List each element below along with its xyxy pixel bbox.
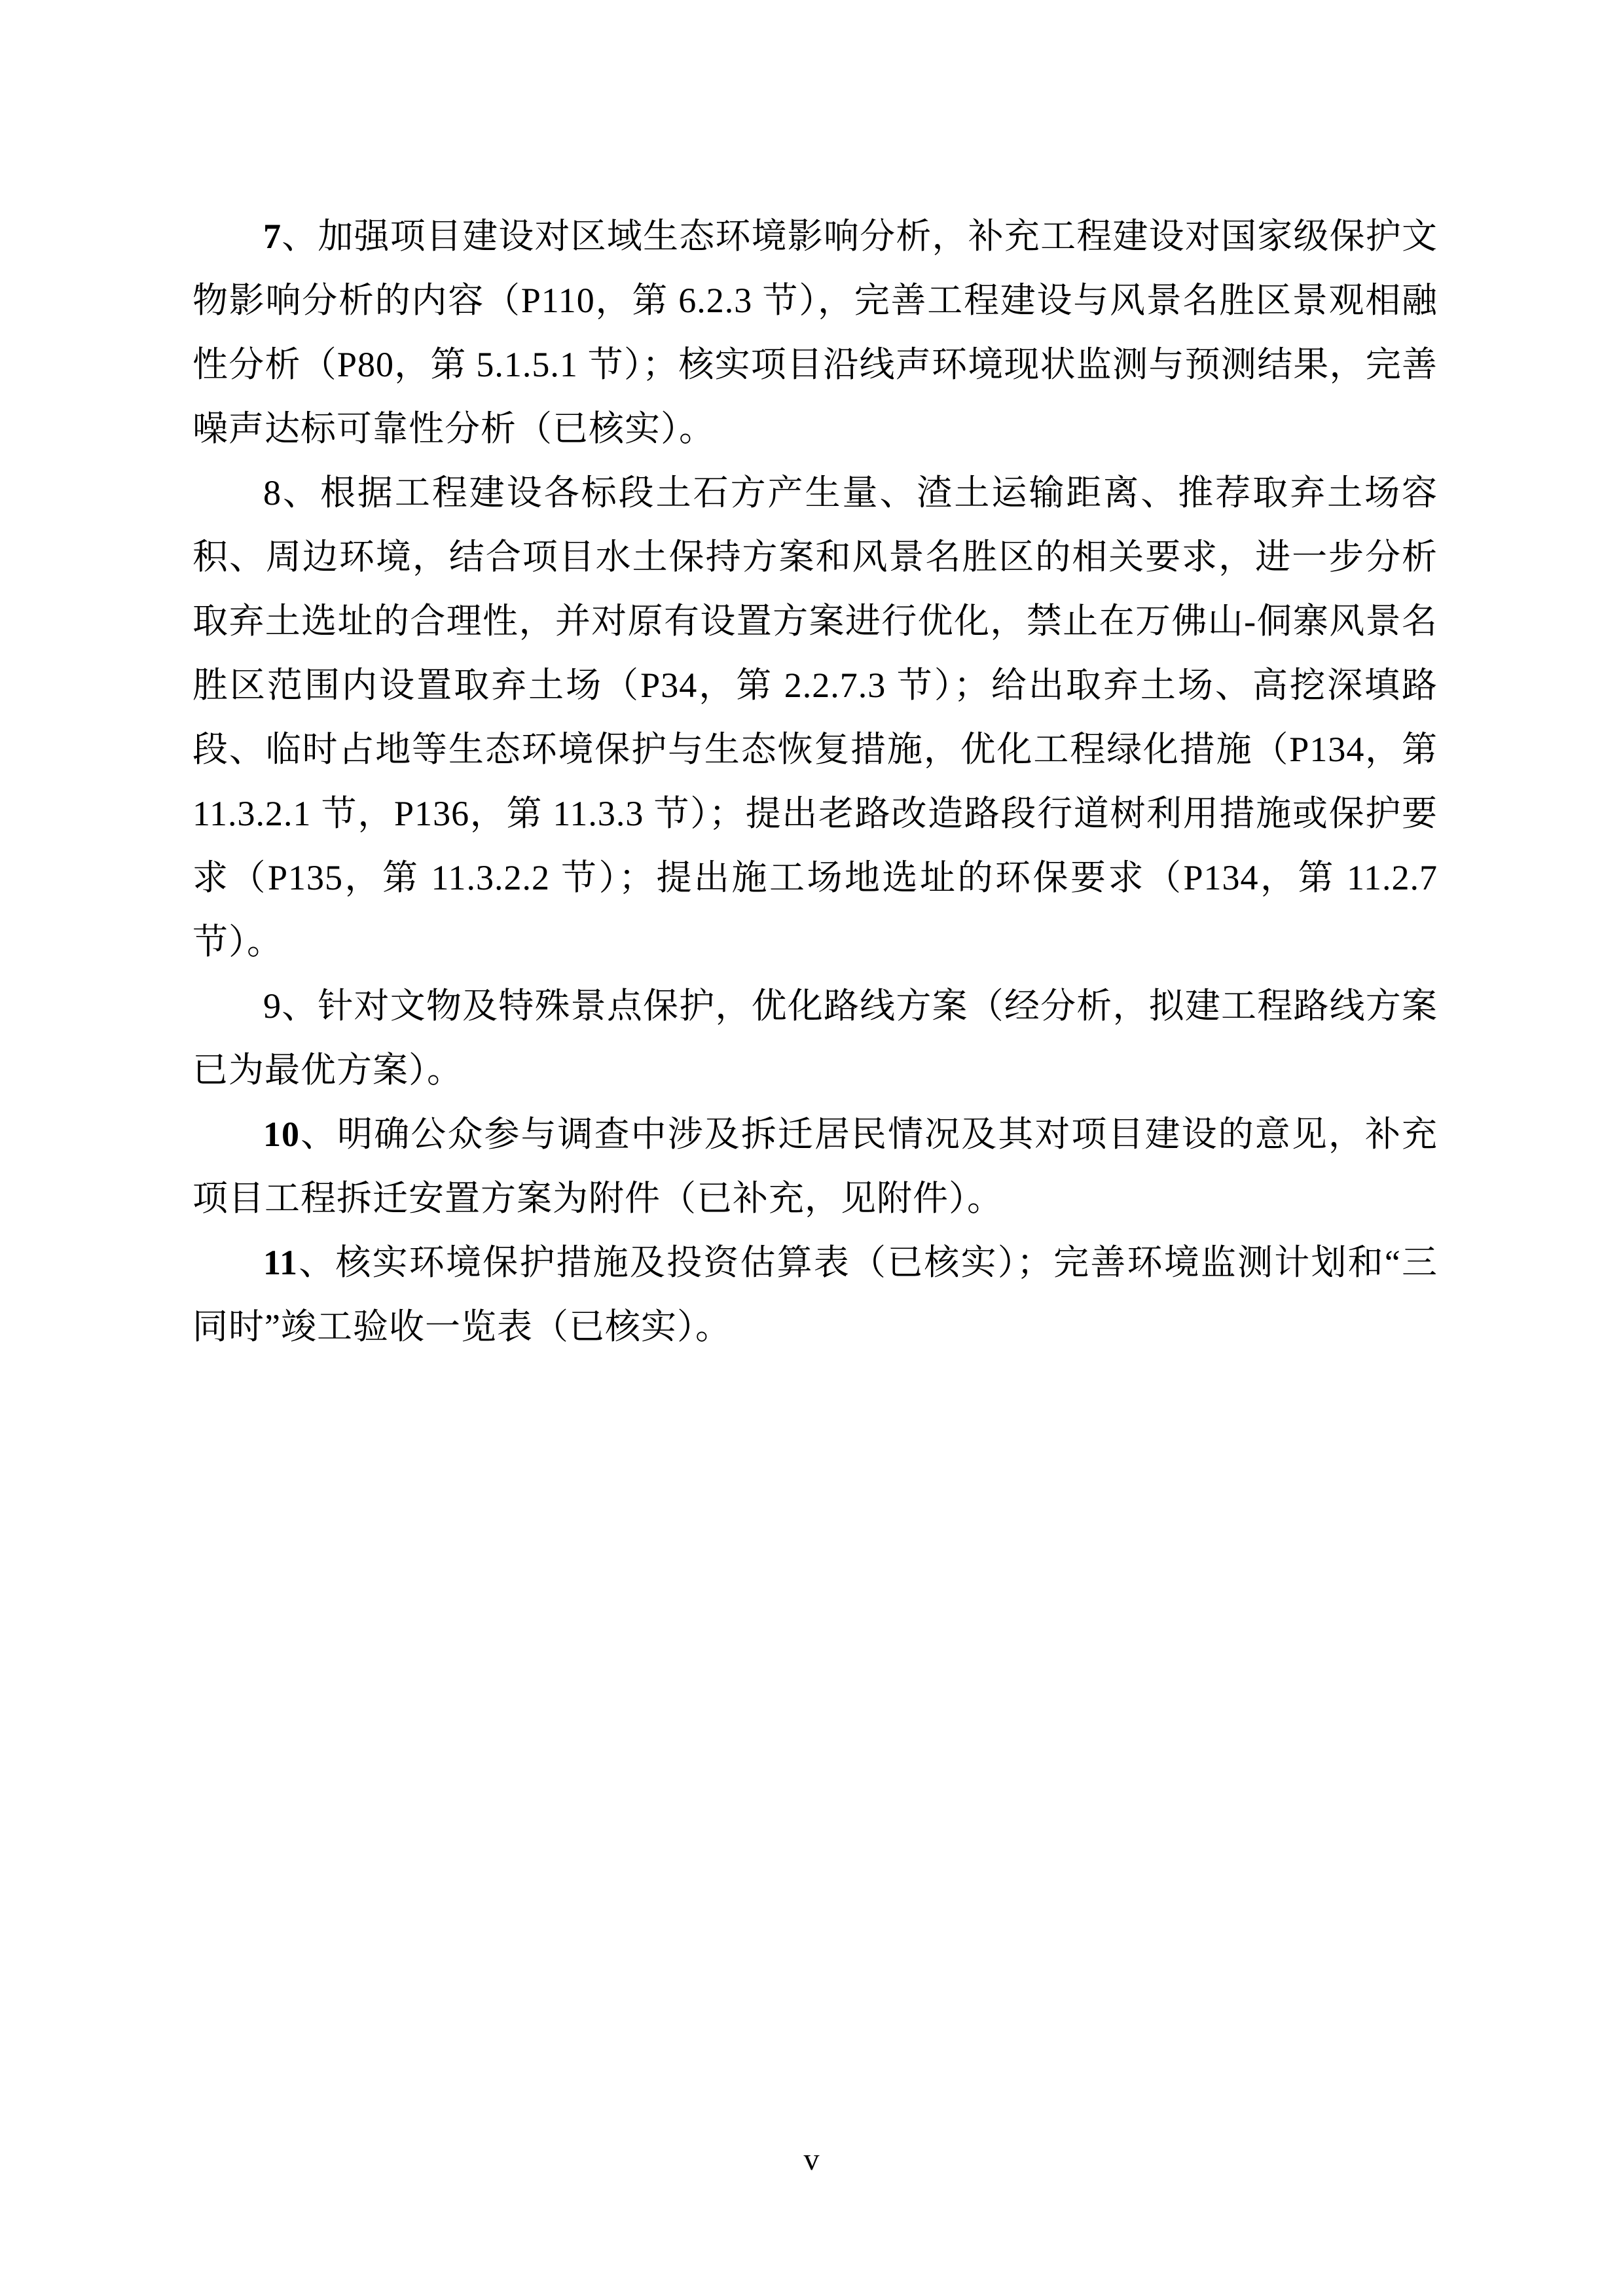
paragraph-10-number: 10 [263, 1115, 300, 1154]
paragraph-9-text: 针对文物及特殊景点保护，优化路线方案（经分析，拟建工程路线方案已为最优方案）。 [192, 986, 1438, 1090]
paragraph-9-separator: 、 [282, 986, 318, 1026]
paragraph-11-number: 11 [263, 1243, 299, 1282]
paragraph-8-number: 8 [263, 473, 282, 512]
paragraph-10-separator: 、 [300, 1115, 338, 1154]
page-number: v [803, 2142, 820, 2177]
paragraph-11-text: 核实环境保护措施及投资估算表（已核实）；完善环境监测计划和“三同时”竣工验收一览表（已核实）。 [192, 1243, 1438, 1346]
paragraph-10 [192, 1102, 1438, 1230]
paragraph-8-separator: 、 [282, 473, 320, 512]
paragraph-11 [192, 1230, 1438, 1359]
document-body [192, 204, 1438, 1359]
paragraph-8-text: 根据工程建设各标段土石方产生量、渣土运输距离、推荐取弃土场容积、周边环境，结合项目水土保持方案和风景名胜区的相关要求，进一步分析取弃土选址的合理性，并对原有设置方案进行优化，禁止在万佛山-侗寨风景名胜区范围内设置取弃土场（P34，第 2.2.7.3 节）；给出取弃土场、高挖深填路段、临时占地等生态环境保护与生态恢复措施，优化工程绿化措施（P134，第 11.3.2.1 节，P136，第 11.3.3 节）；提出老路改造路段行道树利用措施或保护要求（P135，第 11.3.2.2 节）；提出施工场地选址的环保要求（P134，第 11.2.7 节）。 [192, 473, 1438, 961]
paragraph-11-separator: 、 [298, 1243, 336, 1282]
paragraph-7-text: 加强项目建设对区域生态环境影响分析，补充工程建设对国家级保护文物影响分析的内容（P110，第 6.2.3 节），完善工程建设与风景名胜区景观相融性分析（P80，第 5.1.5.1 节）；核实项目沿线声环境现状监测与预测结果，完善噪声达标可靠性分析（已核实）。 [192, 217, 1438, 448]
paragraph-7-separator: 、 [282, 217, 318, 256]
paragraph-8 [192, 461, 1438, 974]
paragraph-9 [192, 974, 1438, 1102]
paragraph-9-number: 9 [263, 986, 282, 1026]
paragraph-10-text: 明确公众参与调查中涉及拆迁居民情况及其对项目建设的意见，补充项目工程拆迁安置方案为附件（已补充，见附件）。 [192, 1115, 1438, 1218]
paragraph-7 [192, 204, 1438, 461]
paragraph-7-number: 7 [263, 217, 282, 256]
